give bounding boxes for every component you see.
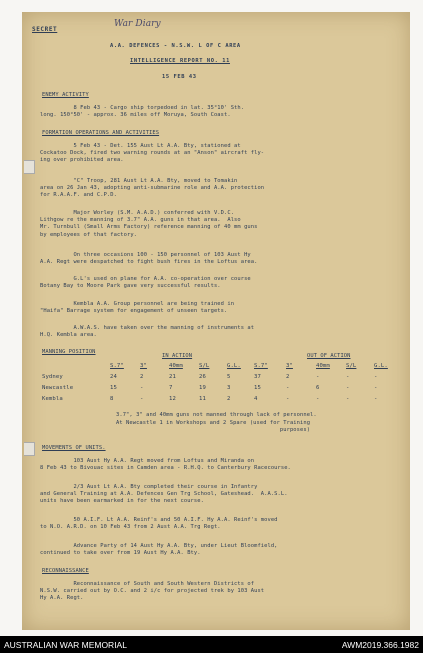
formation-ops-paragraph: "C" Troop, 281 Aust Lt A.A. Bty, moved to Tomakin area on 26 Jan 43, adopting anti-submarine role and A.A. protection for R.A.A.F. and C.P.D.: [40, 178, 265, 199]
table-cell: 7: [169, 384, 173, 391]
formation-ops-paragraph: 5 Feb 43 - Det. 155 Aust Lt A.A. Bty, stationed at Cockatoo Dock, fired two warning rounds at an "Anson" aircraft fly- ing over prohibited area.: [40, 143, 265, 164]
table-cell: 15: [110, 384, 117, 391]
punch-hole: [24, 442, 35, 456]
column-header: 3": [286, 362, 293, 369]
table-cell: 12: [169, 395, 176, 402]
document-page: [22, 12, 410, 630]
table-cell: 11: [199, 395, 206, 402]
table-row: [42, 394, 404, 405]
table-row: [42, 372, 404, 383]
table-cell: 2: [140, 373, 144, 380]
section-heading-movements: MOVEMENTS OF UNITS.: [42, 445, 106, 451]
table-cell: -: [316, 373, 320, 380]
movements-paragraph: 2/3 Aust Lt A.A. Bty completed their course in Infantry and General Training at A.A. Defences Gen Trg School, Gateshead. A.A.S.L. units have been earmarked in for the next course.: [40, 484, 288, 505]
table-cell: -: [140, 395, 144, 402]
formation-ops-paragraph: A.W.A.S. have taken over the manning of instruments at H.Q. Kembla area.: [40, 325, 255, 339]
table-cell: 26: [199, 373, 206, 380]
formation-ops-paragraph: Kembla A.A. Group personnel are being trained in "Haifa" Barrage system for engagement of unseen targets.: [40, 301, 235, 315]
report-title: INTELLIGENCE REPORT NO. 11: [130, 58, 230, 64]
manning-table-header: [42, 361, 404, 372]
table-cell: 6: [316, 384, 320, 391]
table-cell: 19: [199, 384, 206, 391]
footer-institution: AUSTRALIAN WAR MEMORIAL: [4, 640, 127, 650]
in-action-label: IN ACTION: [162, 353, 193, 359]
table-cell: -: [286, 384, 290, 391]
column-header: S/L: [346, 362, 357, 369]
table-cell: -: [346, 373, 350, 380]
handwritten-note: War Diary: [114, 19, 161, 29]
table-cell: 21: [169, 373, 176, 380]
formation-ops-paragraph: On three occasions 100 - 150 personnel of 103 Aust Hy A.A. Regt were despatched to fight bush fires in the Loftus area.: [40, 252, 258, 266]
table-cell: 2: [286, 373, 290, 380]
row-label: Newcastle: [42, 384, 74, 391]
column-header: S.7": [110, 362, 124, 369]
section-heading-enemy-activity: ENEMY ACTIVITY: [42, 92, 89, 98]
table-cell: -: [316, 395, 320, 402]
table-cell: 2: [227, 395, 231, 402]
column-header: G.L.: [374, 362, 388, 369]
manning-note: At Newcastle 1 in Workshops and 2 Spare (used for Training purposes): [116, 420, 311, 434]
movements-paragraph: 50 A.I.F. Lt A.A. Reinf's and 50 A.I.F. Hy A.A. Reinf's moved to N.O. A.R.D. on 10 Feb 43 from 2 Aust A.A. Trg Regt.: [40, 517, 278, 531]
enemy-activity-text: 8 Feb 43 - Cargo ship torpedoed in lat. 35°10' Sth. long. 150°50' - approx. 36 miles off Moruya, South Coast.: [40, 105, 245, 119]
column-header: G.L.: [227, 362, 241, 369]
table-cell: -: [346, 384, 350, 391]
footer-accession-number: AWM2019.366.1982: [341, 640, 419, 650]
table-cell: -: [374, 384, 378, 391]
table-cell: -: [374, 373, 378, 380]
movements-paragraph: Advance Party of 14 Aust Hy A.A. Bty, under Lieut Bloomfield, continued to take over from 19 Aust Hy A.A. Bty.: [40, 543, 278, 557]
table-cell: -: [140, 384, 144, 391]
table-cell: -: [374, 395, 378, 402]
table-cell: 8: [110, 395, 114, 402]
formation-ops-paragraph: Major Worley (S.M. A.A.D.) conferred with V.D.C. Lithgow re the manning of 3.7" A.A. guns in that area. Also Mr. Turnbull (Small Arms Factory) reference manning of 40 mm guns by employees of that factory.: [40, 210, 258, 238]
table-row: [42, 383, 404, 394]
column-header: S/L: [199, 362, 210, 369]
formation-ops-paragraph: G.L's used on plane for A.A. co-operation over course Botany Bay to Moore Park gave very successful results.: [40, 276, 251, 290]
table-cell: -: [346, 395, 350, 402]
report-date: 15 FEB 43: [162, 74, 197, 80]
movements-paragraph: 103 Aust Hy A.A. Regt moved from Loftus and Miranda on 8 Feb 43 to Bivouac sites in Camden area - R.H.Q. to Canterbury Racecourse.: [40, 458, 291, 472]
table-cell: 5: [227, 373, 231, 380]
table-cell: -: [286, 395, 290, 402]
section-heading-manning-position: MANNING POSITION: [42, 349, 96, 355]
table-cell: 4: [254, 395, 258, 402]
row-label: Kembla: [42, 395, 63, 402]
out-of-action-label: OUT OF ACTION: [307, 353, 351, 359]
column-header: 40mm: [316, 362, 330, 369]
manning-note: 3.7", 3" and 40mm guns not manned through lack of personnel.: [116, 412, 317, 418]
column-header: 3": [140, 362, 147, 369]
section-heading-formation-operations: FORMATION OPERATIONS AND ACTIVITIES: [42, 130, 160, 136]
table-cell: 15: [254, 384, 261, 391]
punch-hole: [24, 160, 35, 174]
classification-stamp: SECRET: [32, 26, 58, 33]
manning-table: [42, 361, 404, 405]
table-cell: 3: [227, 384, 231, 391]
document-header: A.A. DEFENCES - N.S.W. L OF C AREA: [110, 43, 241, 49]
row-label: Sydney: [42, 373, 63, 380]
table-cell: 24: [110, 373, 117, 380]
table-cell: 37: [254, 373, 261, 380]
column-header: 40mm: [169, 362, 183, 369]
reconnaissance-text: Reconnaissance of South and South Western Districts of N.S.W. carried out by O.C. and 2 i/c for projected trek by 103 Aust Hy A.A. Regt.: [40, 581, 265, 602]
column-header: S.7": [254, 362, 268, 369]
section-heading-reconnaissance: RECONNAISSANCE: [42, 568, 89, 574]
